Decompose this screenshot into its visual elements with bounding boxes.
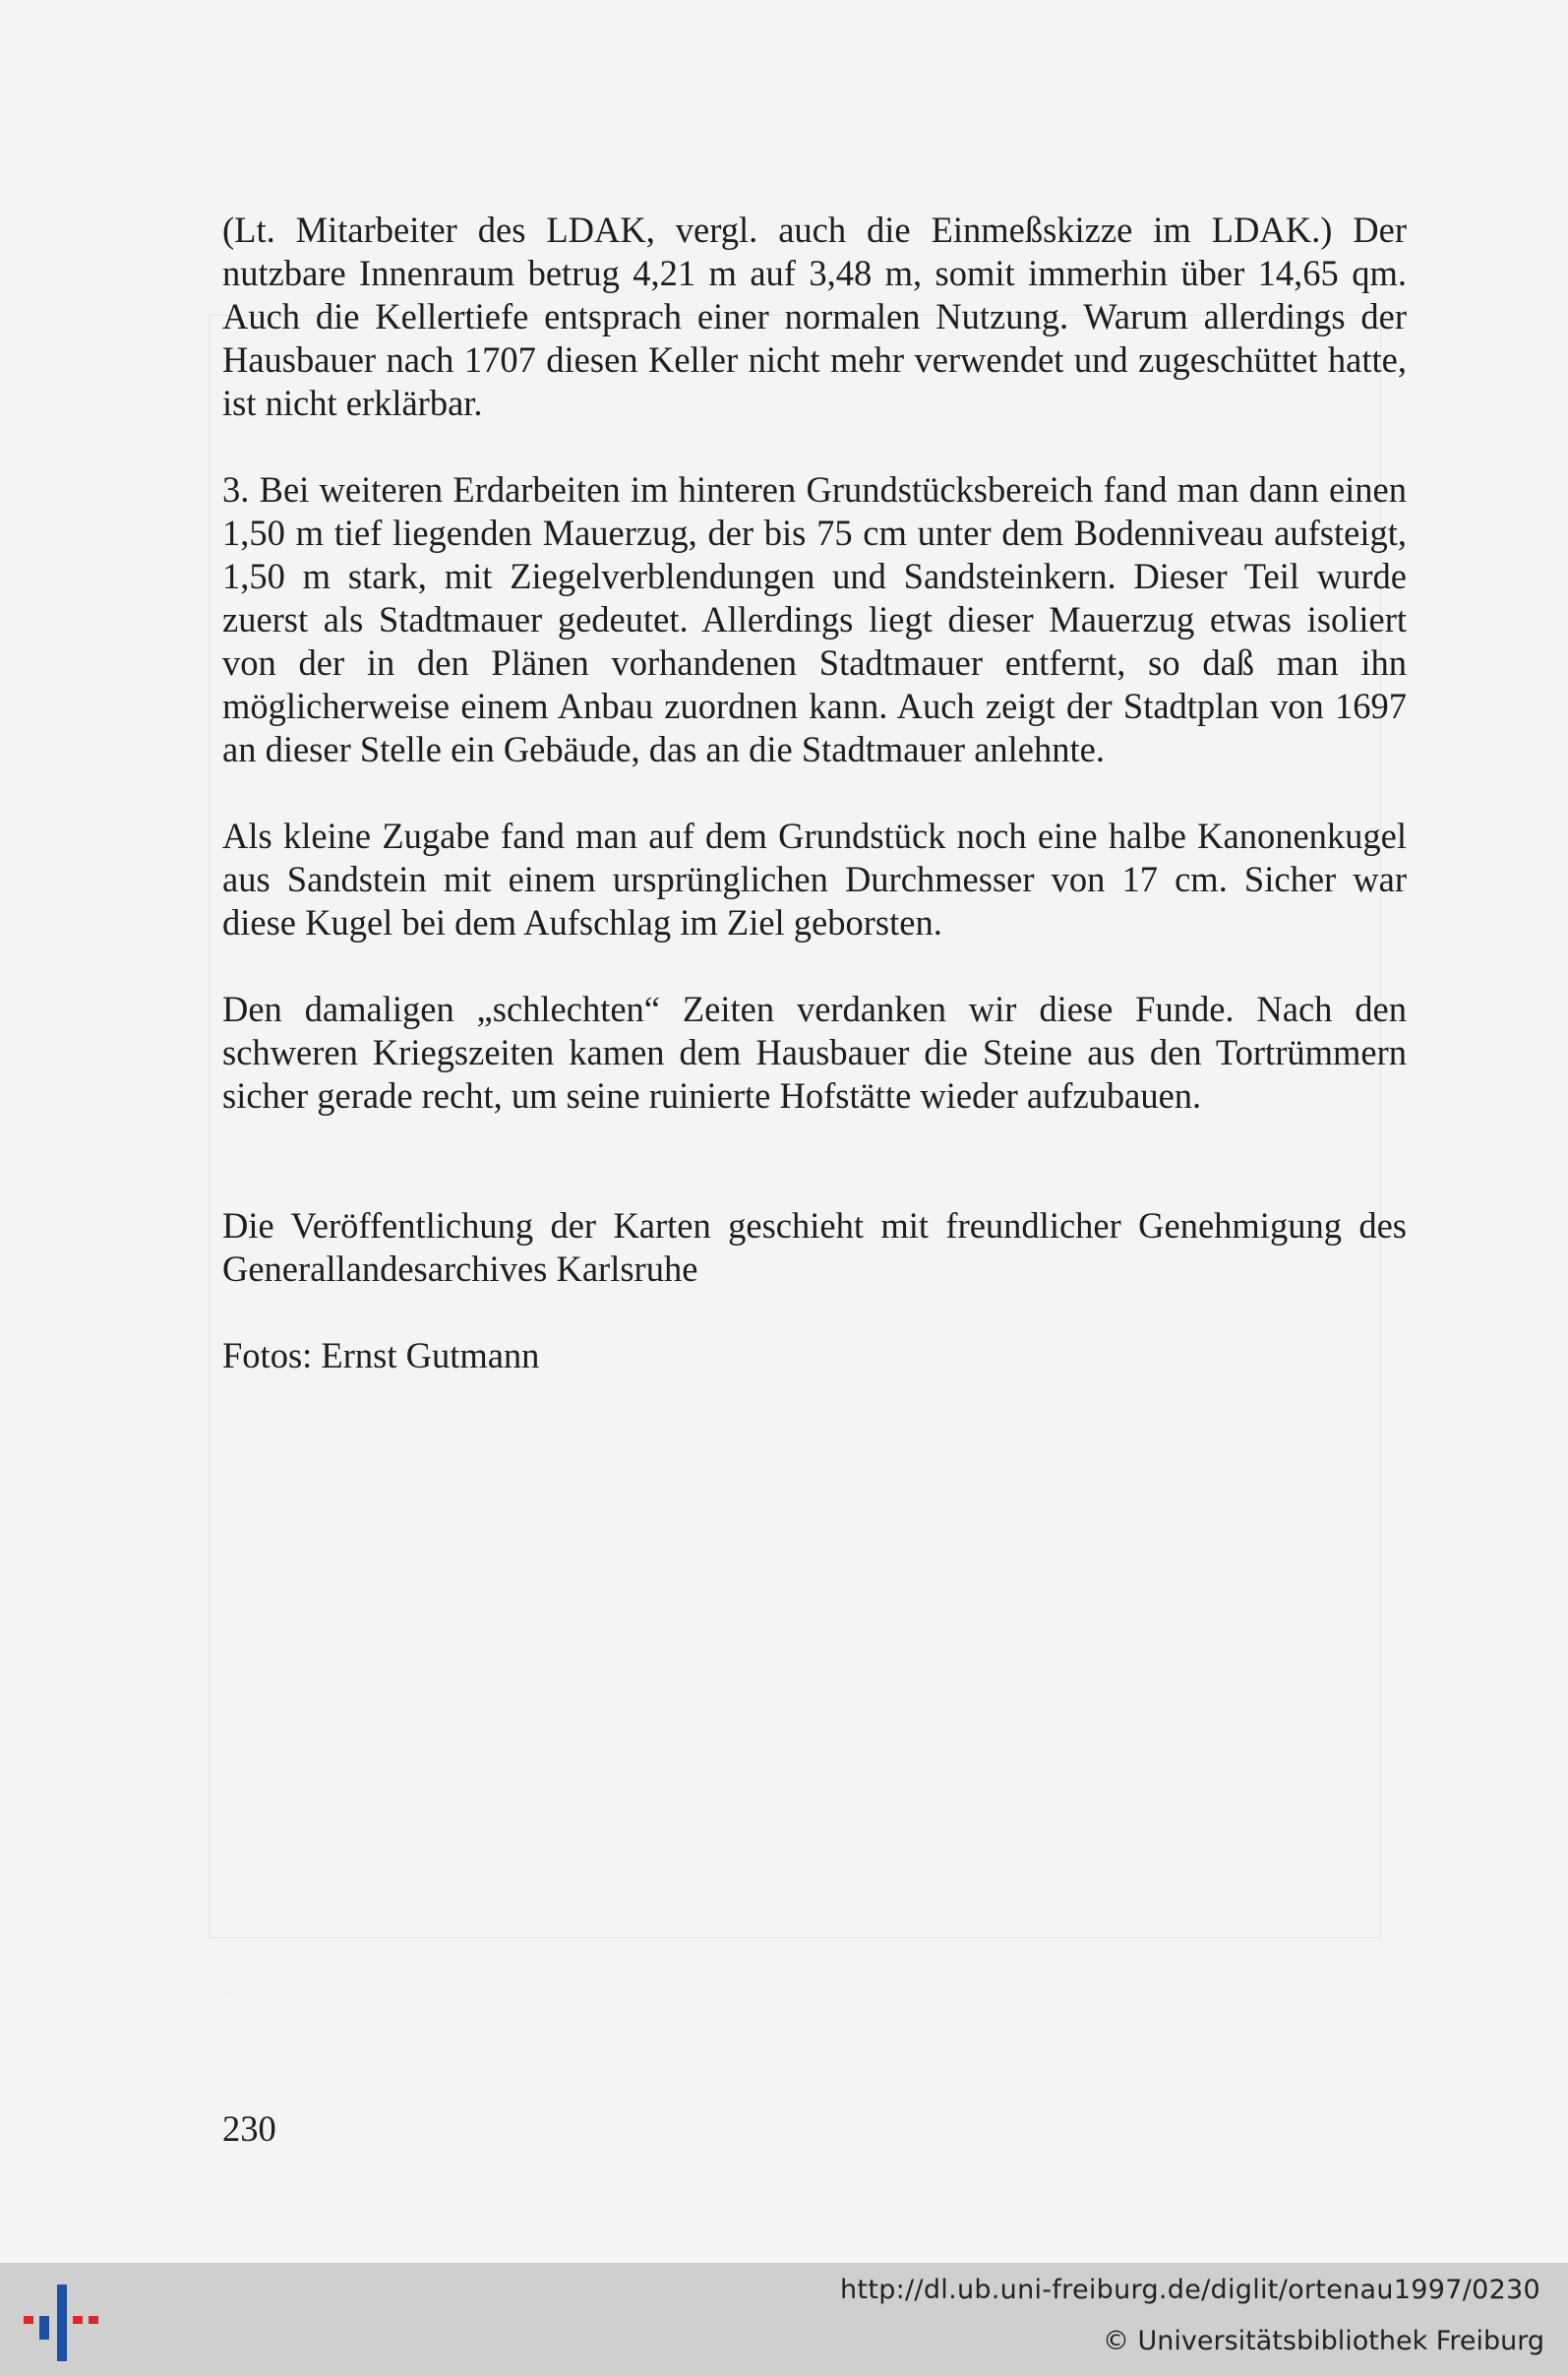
body-text <box>222 209 1407 1377</box>
show-through-caption <box>226 1992 1367 2052</box>
photo-credit: Fotos: Ernst Gutmann <box>222 1335 540 1375</box>
permalink-url[interactable]: http://dl.ub.uni-freiburg.de/diglit/ortenau1997/0230 <box>840 2275 1540 2305</box>
page-number: 230 <box>222 2108 276 2149</box>
paragraph-keller: (Lt. Mitarbeiter des LDAK, vergl. auch die Einmeßskizze im LDAK.) Der nutzbare Innenraum betrug 4,21 m auf 3,48 m, somit immerhin über 14,65 qm. Auch die Kellertiefe entsprach einer normalen Nutzung. Warum allerdings der Hausbauer nach 1707 diesen Keller nicht mehr verwendet und zugeschüttet hatte, ist nicht erklärbar. <box>222 210 1407 423</box>
paragraph-genehmigung: Die Veröffentlichung der Karten geschieht mit freundlicher Genehmigung des Generallandesarchives Karlsruhe <box>222 1205 1407 1289</box>
paragraph-mauerzug: 3. Bei weiteren Erdarbeiten im hinteren Grundstücksbereich fand man dann einen 1,50 m tief liegenden Mauerzug, der bis 75 cm unter dem Bodenniveau aufsteigt, 1,50 m stark, mit Ziegelverblendungen und Sandsteinkern. Dieser Teil wurde zuerst als Stadtmauer gedeutet. Allerdings liegt dieser Mauerzug etwas isoliert von der in den Plänen vorhandenen Stadtmauer entfernt, so daß man ihn möglicherweise einem Anbau zuordnen kann. Auch zeigt der Stadtplan von 1697 an dieser Stelle ein Gebäude, das an die Stadtmauer anlehnte. <box>222 469 1407 769</box>
ub-freiburg-logo-icon[interactable] <box>18 2277 106 2365</box>
viewer-footer <box>0 2263 1568 2376</box>
paragraph-funde: Den damaligen „schlechten“ Zeiten verdanken wir diese Funde. Nach den schweren Kriegszeiten kamen dem Hausbauer die Steine aus den Tortrümmern sicher gerade recht, um seine ruinierte Hofstätte wieder aufzubauen. <box>222 989 1407 1116</box>
copyright-notice: © Universitätsbibliothek Freiburg <box>1102 2326 1544 2356</box>
paragraph-kanonenkugel: Als kleine Zugabe fand man auf dem Grundstück noch eine halbe Kanonenkugel aus Sandstein mit einem ursprünglichen Durchmesser von 17 cm. Sicher war diese Kugel bei dem Aufschlag im Ziel geborsten. <box>222 816 1407 943</box>
